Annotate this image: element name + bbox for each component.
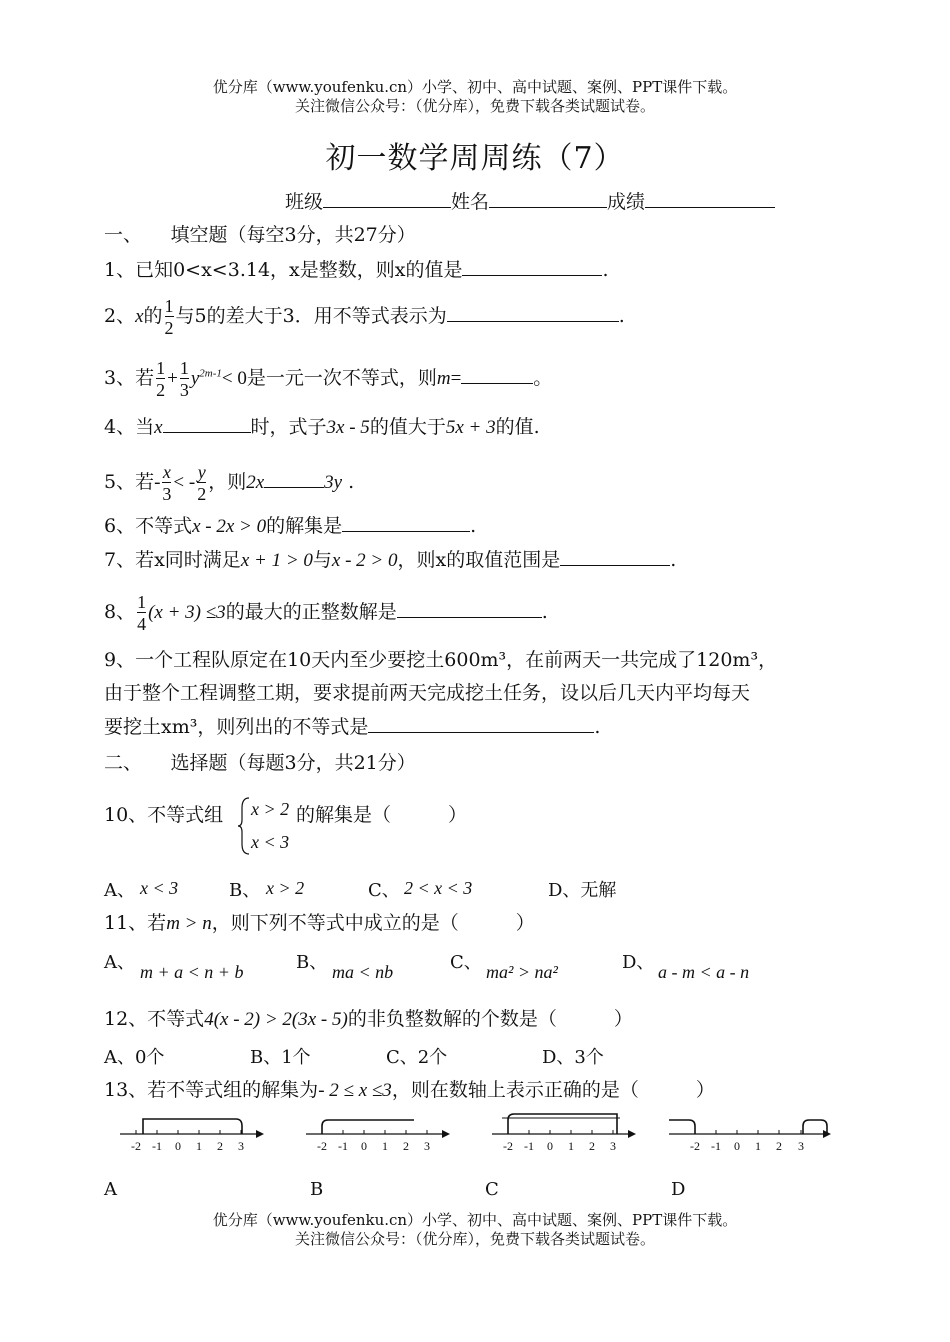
q3-end: 。 xyxy=(533,367,553,389)
nl-c-tick-label: 3 xyxy=(610,1139,616,1153)
q10-option-d[interactable]: D、无解 xyxy=(548,880,617,901)
class-label: 班级 xyxy=(285,191,324,213)
q5-answer-blank[interactable] xyxy=(264,469,324,488)
nl-c-tick-label: -2 xyxy=(503,1139,513,1153)
nl-b-tick-label: -1 xyxy=(338,1139,348,1153)
nl-b-tick-label: 2 xyxy=(403,1139,409,1153)
q10-option-c-label[interactable]: C、 xyxy=(368,880,400,901)
q12-option-b[interactable]: B、1个 xyxy=(250,1047,311,1068)
question-5 xyxy=(104,462,354,504)
q8-tail: 的最大的正整数解是 xyxy=(225,601,397,623)
q2-prefix: 2、 xyxy=(104,305,136,327)
section-2-heading: 二、 选择题（每题3分，共21分） xyxy=(104,752,416,774)
nl-a-tick-label: -1 xyxy=(152,1139,162,1153)
q2-x: x xyxy=(135,306,144,327)
q2-end: . xyxy=(618,305,625,327)
nl-b-tick-label: 3 xyxy=(424,1139,430,1153)
q3-num1: 1 xyxy=(156,358,166,378)
q3-tail: 是一元一次不等式，则 xyxy=(246,367,437,389)
q4-expr-1: 3x - 5 xyxy=(326,417,370,438)
q11-option-d[interactable]: a - m < a - n xyxy=(658,962,750,982)
q10-row-2: x < 3 xyxy=(251,832,290,852)
nl-c-tick-label: 1 xyxy=(568,1139,574,1153)
q8-end: . xyxy=(541,601,548,623)
nl-d-tick-label: 2 xyxy=(776,1139,782,1153)
q4-prefix: 4、当 xyxy=(104,416,155,438)
question-3 xyxy=(104,358,552,400)
q12-expr: 4(x - 2) > 2(3x - 5) xyxy=(204,1009,348,1030)
q8-den: 4 xyxy=(137,614,147,634)
q5-fraction-2 xyxy=(197,462,206,504)
number-line-b[interactable] xyxy=(302,1112,454,1156)
q9-answer-blank[interactable] xyxy=(368,714,594,733)
section-1-heading: 一、 填空题（每空3分，共27分） xyxy=(104,224,416,246)
nl-a-tick-label: -2 xyxy=(131,1139,141,1153)
q10-row-1: x > 2 xyxy=(251,799,290,819)
q5-end: . xyxy=(342,471,355,493)
q10-option-c[interactable]: 2 < x < 3 xyxy=(404,878,473,898)
nl-b-tick-label: 0 xyxy=(361,1139,367,1153)
q12-option-a[interactable]: A、0个 xyxy=(104,1047,165,1068)
q2-mid: 的 xyxy=(143,305,163,327)
q2-num: 1 xyxy=(164,296,174,316)
q10-prefix: 10、不等式组 xyxy=(104,804,224,826)
q2-den: 2 xyxy=(164,318,174,338)
q3-relation: < 0 xyxy=(221,368,247,389)
q5-b: 3y xyxy=(324,472,343,493)
q6-prefix: 6、不等式 xyxy=(104,515,193,537)
question-6 xyxy=(104,513,476,540)
q3-eq: = xyxy=(450,368,462,389)
question-10 xyxy=(104,802,223,828)
q5-comma: ，则 xyxy=(208,471,247,493)
q3-exponent: 2m-1 xyxy=(199,367,222,380)
q11-option-c-label[interactable]: C、 xyxy=(450,952,482,973)
nl-d-tick-label: 3 xyxy=(798,1139,804,1153)
q10-option-a-label[interactable]: A、 xyxy=(104,880,135,901)
nl-c-tick-label: -1 xyxy=(524,1139,534,1153)
number-line-d[interactable] xyxy=(665,1112,835,1156)
q1-end: . xyxy=(602,259,609,281)
q2-answer-blank[interactable] xyxy=(447,303,619,322)
footer-line-2: 关注微信公众号：（优分库），免费下载各类试题试卷。 xyxy=(294,1230,655,1248)
q8-answer-blank[interactable] xyxy=(397,599,542,618)
q10-brace xyxy=(237,796,251,856)
nl-d-tick-label: 1 xyxy=(755,1139,761,1153)
q11-option-a-label[interactable]: A、 xyxy=(104,952,135,973)
q11-prefix: 11、若 xyxy=(104,912,167,934)
header-line-1: 优分库（www.youfenku.cn）小学、初中、高中试题、案例、PPT课件下载。 xyxy=(212,78,738,96)
name-blank[interactable] xyxy=(489,189,607,208)
q8-num: 1 xyxy=(137,592,147,612)
q1-answer-blank[interactable] xyxy=(462,257,602,276)
q3-fraction-2 xyxy=(180,358,189,400)
nl-a-tick-label: 1 xyxy=(196,1139,202,1153)
q11-option-d-label[interactable]: D、 xyxy=(622,952,655,973)
q4-end: 的值. xyxy=(495,416,540,438)
q11-condition: m > n xyxy=(166,913,212,934)
q12-option-d[interactable]: D、3个 xyxy=(542,1047,604,1068)
q3-num2: 1 xyxy=(179,358,189,378)
q5-neg: - xyxy=(154,472,161,493)
nl-b-tick-label: -2 xyxy=(317,1139,327,1153)
name-label: 姓名 xyxy=(451,191,490,213)
q7-expr-1: x + 1 > 0 xyxy=(240,550,313,571)
q5-prefix: 5、若 xyxy=(104,471,155,493)
q13-option-d-label[interactable]: D xyxy=(671,1179,686,1200)
score-label: 成绩 xyxy=(607,191,646,213)
nl-a-tick-label: 3 xyxy=(238,1139,244,1153)
q5-fraction-1 xyxy=(162,462,171,504)
q10-option-a[interactable]: x < 3 xyxy=(140,878,179,898)
nl-d-tick-label: 0 xyxy=(734,1139,740,1153)
q3-plus: + xyxy=(167,368,178,389)
question-9-line-1: 9、一个工程队原定在10天内至少要挖土600m³，在前两天一共完成了120m³， xyxy=(104,649,778,671)
nl-a-tick-label: 2 xyxy=(217,1139,223,1153)
q12-option-c[interactable]: C、2个 xyxy=(386,1047,448,1068)
q7-end: . xyxy=(670,549,677,571)
question-11 xyxy=(104,910,535,937)
q2-fraction xyxy=(165,296,174,338)
q9-line3-text: 要挖土xm³，则列出的不等式是 xyxy=(104,716,369,738)
q2-tail: 与5的差大于3．用不等式表示为 xyxy=(175,305,447,327)
q13-expr: - 2 ≤ x ≤3 xyxy=(318,1080,392,1101)
q4-tail: 时，式子 xyxy=(250,416,327,438)
q4-answer-blank[interactable] xyxy=(163,414,251,433)
nl-c-tick-label: 2 xyxy=(589,1139,595,1153)
q10-tail: 的解集是（ ） xyxy=(296,804,468,826)
q6-end: . xyxy=(470,515,477,537)
nl-d-tick-label: -2 xyxy=(690,1139,700,1153)
q12-tail: 的非负整数解的个数是（ ） xyxy=(347,1008,633,1030)
nl-c-tick-label: 0 xyxy=(547,1139,553,1153)
q6-answer-blank[interactable] xyxy=(342,513,470,532)
q8-fraction xyxy=(137,592,146,634)
question-9-line-3 xyxy=(104,714,600,740)
q3-m: m xyxy=(436,368,451,389)
q3-answer-blank[interactable] xyxy=(461,365,533,384)
question-7 xyxy=(104,547,676,574)
q11-option-a[interactable]: m + a < n + b xyxy=(140,962,244,982)
question-8 xyxy=(104,592,548,634)
nl-d-tick-label: -1 xyxy=(711,1139,721,1153)
q8-expr: (x + 3) ≤3 xyxy=(148,602,226,623)
class-blank[interactable] xyxy=(323,189,451,208)
q5-a: 2x xyxy=(246,472,265,493)
header-line-2: 关注微信公众号：（优分库），免费下载各类试题试卷。 xyxy=(294,97,655,115)
nl-a-tick-label: 0 xyxy=(175,1139,181,1153)
question-13 xyxy=(104,1077,715,1104)
q11-option-b[interactable]: ma < nb xyxy=(332,962,394,982)
q11-tail: ，则下列不等式中成立的是（ ） xyxy=(211,912,535,934)
footer-line-1: 优分库（www.youfenku.cn）小学、初中、高中试题、案例、PPT课件下载。 xyxy=(212,1211,738,1229)
q3-fraction-1 xyxy=(156,358,165,400)
q4-mid: 的值大于 xyxy=(369,416,446,438)
q13-option-a-label[interactable]: A xyxy=(104,1179,117,1200)
question-4 xyxy=(104,414,540,441)
q12-prefix: 12、不等式 xyxy=(104,1008,205,1030)
question-1 xyxy=(104,257,609,283)
q7-answer-blank[interactable] xyxy=(560,547,670,566)
q1-text: 1、已知0<x<3.14，x是整数，则x的值是 xyxy=(104,259,463,281)
q3-den2: 3 xyxy=(179,380,189,400)
q5-lt: < - xyxy=(173,472,196,493)
q5-num1: x xyxy=(162,462,171,482)
q13-prefix: 13、若不等式组的解集为 xyxy=(104,1079,319,1101)
q6-expr: x - 2x > 0 xyxy=(192,516,267,537)
q3-den1: 2 xyxy=(156,380,166,400)
q3-prefix: 3、若 xyxy=(104,367,155,389)
q13-option-b-label[interactable]: B xyxy=(310,1179,324,1200)
q3-y: y xyxy=(190,368,200,389)
score-blank[interactable] xyxy=(645,189,775,208)
number-line-c[interactable] xyxy=(488,1108,640,1156)
q7-expr-2: x - 2 > 0 xyxy=(331,550,398,571)
q9-end: . xyxy=(594,716,601,738)
page-title: 初一数学周周练（7） xyxy=(325,141,625,176)
q5-num2: y xyxy=(197,462,206,482)
q5-den1: 3 xyxy=(162,484,172,504)
q7-mid: 与 xyxy=(312,549,332,571)
q13-tail: ，则在数轴上表示正确的是（ ） xyxy=(391,1079,715,1101)
nl-b-tick-label: 1 xyxy=(382,1139,388,1153)
q4-expr-2: 5x + 3 xyxy=(445,417,496,438)
question-2 xyxy=(104,296,625,338)
q10-option-b[interactable]: x > 2 xyxy=(266,878,305,898)
q6-tail: 的解集是 xyxy=(266,515,343,537)
q7-prefix: 7、若x同时满足 xyxy=(104,549,241,571)
q5-den2: 2 xyxy=(197,484,207,504)
q8-prefix: 8、 xyxy=(104,601,136,623)
student-info-row xyxy=(285,189,775,215)
question-12 xyxy=(104,1006,633,1033)
q11-option-b-label[interactable]: B、 xyxy=(296,952,328,973)
q4-x: x xyxy=(154,417,163,438)
question-9-line-2: 由于整个工程调整工期，要求提前两天完成挖土任务，设以后几天内平均每天 xyxy=(104,682,751,704)
q10-option-b-label[interactable]: B、 xyxy=(229,880,261,901)
number-line-a[interactable] xyxy=(116,1112,268,1156)
q11-option-c[interactable]: ma² > na² xyxy=(486,962,558,982)
q13-option-c-label[interactable]: C xyxy=(485,1179,499,1200)
q7-tail: ，则x的取值范围是 xyxy=(397,549,561,571)
